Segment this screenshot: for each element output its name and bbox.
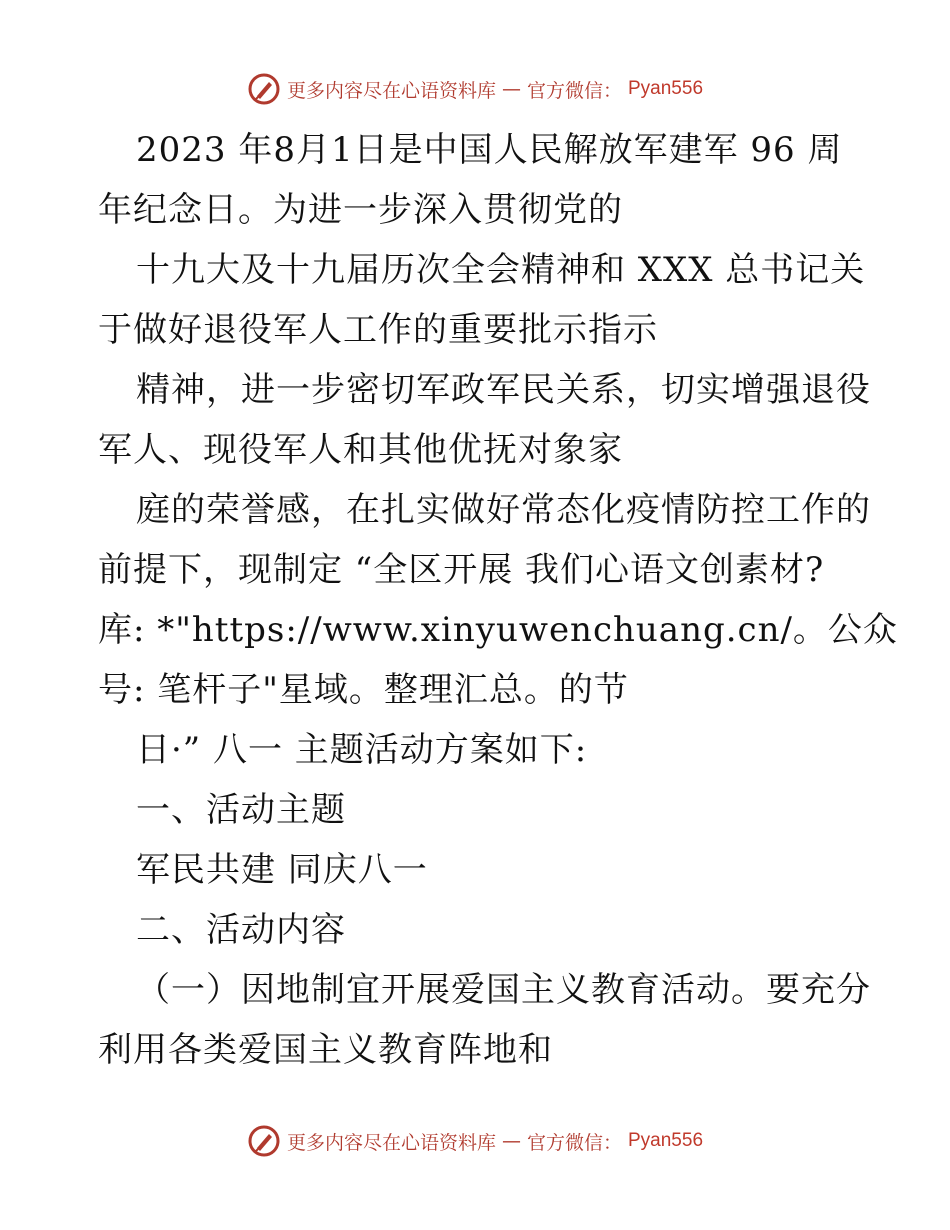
- text-line-11: 日·” 八一 主题活动方案如下:: [136, 730, 588, 770]
- header-wechat-id: Pyan556: [628, 78, 704, 99]
- text-line-15: （一）因地制宜开展爱国主义教育活动。要充分: [136, 970, 871, 1010]
- text-line-8: 前提下，现制定 “全区开展 我们心语文创素材?: [98, 550, 825, 590]
- footer-wechat-label: 官方微信：: [526, 1131, 622, 1154]
- text-line-13: 军民共建 同庆八一: [136, 850, 428, 890]
- header-banner: [0, 72, 950, 106]
- header-wechat-label: 官方微信：: [526, 79, 622, 102]
- text-line-1: 2023 年8月1日是中国人民解放军建军 96 周: [136, 130, 843, 170]
- text-line-6: 军人、现役军人和其他优抚对象家: [98, 430, 623, 470]
- header-banner-text: 更多内容尽在心语资料库: [286, 79, 496, 102]
- document-body: [98, 120, 898, 1080]
- text-line-7: 庭的荣誉感，在扎实做好常态化疫情防控工作的: [136, 490, 871, 530]
- footer-wechat-id: Pyan556: [628, 1130, 704, 1151]
- footer-banner-separator: —: [501, 1130, 521, 1152]
- pen-logo-icon: [247, 1124, 281, 1158]
- text-line-5: 精神，进一步密切军政军民关系，切实增强退役: [136, 370, 871, 410]
- footer-banner-text: 更多内容尽在心语资料库: [286, 1131, 496, 1154]
- text-line-10: 号: 笔杆子"星域。整理汇总。的节: [98, 670, 629, 710]
- text-line-2: 年纪念日。为进一步深入贯彻党的: [98, 190, 623, 230]
- text-line-9: 库: *"https://www.xinyuwenchuang.cn/。公众: [98, 610, 898, 650]
- pen-logo-icon: [247, 72, 281, 106]
- section-heading-2: 二、活动内容: [136, 910, 346, 950]
- footer-banner: [0, 1124, 950, 1158]
- text-line-4: 于做好退役军人工作的重要批示指示: [98, 310, 658, 350]
- text-line-3: 十九大及十九届历次全会精神和 XXX 总书记关: [136, 250, 866, 290]
- section-heading-1: 一、活动主题: [136, 790, 346, 830]
- text-line-16: 利用各类爱国主义教育阵地和: [98, 1030, 553, 1070]
- header-banner-separator: —: [501, 78, 521, 100]
